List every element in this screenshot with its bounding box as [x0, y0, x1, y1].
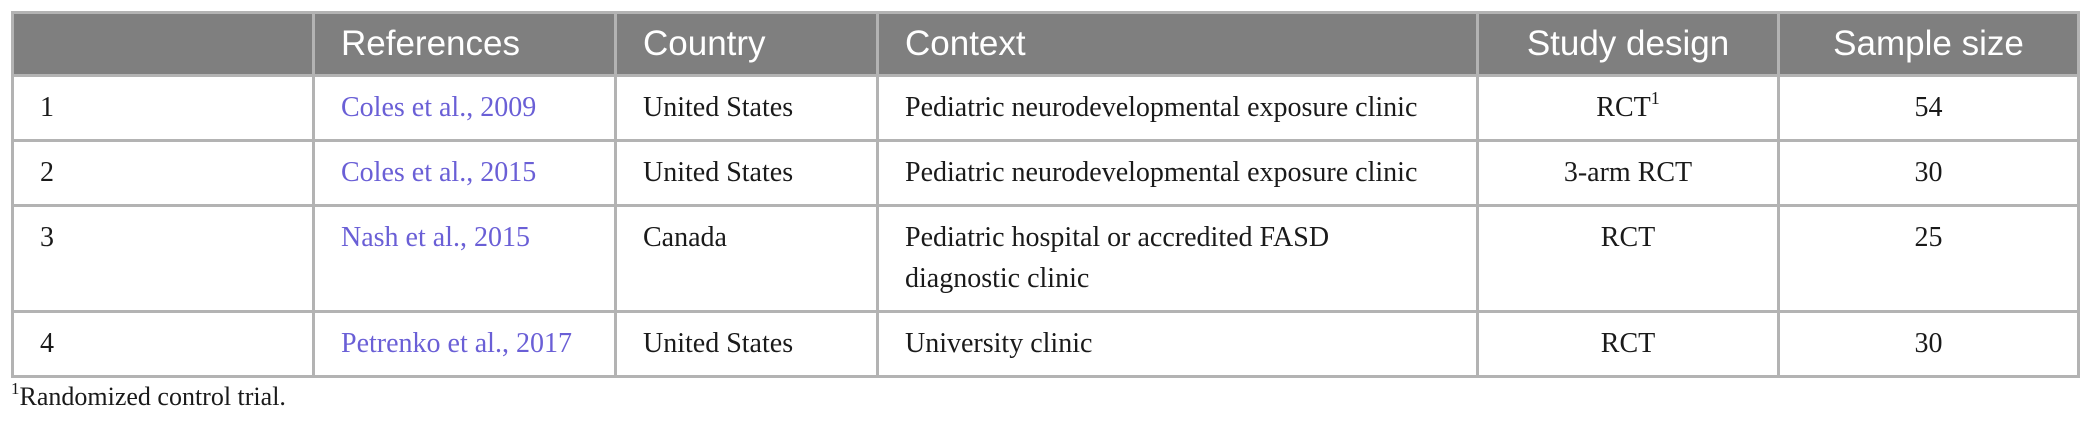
reference-link[interactable]: Petrenko et al., 2017	[341, 328, 572, 359]
table-footnote	[11, 379, 286, 412]
reference-cell	[314, 206, 616, 312]
header-references: References	[314, 13, 616, 76]
header-study-design: Study design	[1478, 13, 1779, 76]
study-design-cell: RCT	[1478, 312, 1779, 377]
reference-link[interactable]: Nash et al., 2015	[341, 222, 530, 253]
row-number: 3	[13, 206, 314, 312]
reference-cell	[314, 312, 616, 377]
reference-link[interactable]: Coles et al., 2009	[341, 92, 537, 123]
footnote-marker: 1	[11, 379, 20, 398]
country-cell: United States	[616, 312, 878, 377]
reference-cell	[314, 76, 616, 141]
table-container	[11, 11, 2077, 378]
header-sample-size: Sample size	[1779, 13, 2079, 76]
reference-cell	[314, 141, 616, 206]
table-row	[13, 206, 2079, 312]
header-country: Country	[616, 13, 878, 76]
row-number: 1	[13, 76, 314, 141]
study-design-cell	[1478, 76, 1779, 141]
sample-size-cell: 25	[1779, 206, 2079, 312]
country-cell: Canada	[616, 206, 878, 312]
context-cell: Pediatric neurodevelopmental exposure clinic	[878, 76, 1478, 141]
sample-size-cell: 54	[1779, 76, 2079, 141]
footnote-marker: 1	[1650, 88, 1660, 108]
header-context: Context	[878, 13, 1478, 76]
country-cell: United States	[616, 141, 878, 206]
country-cell: United States	[616, 76, 878, 141]
studies-table	[11, 11, 2080, 378]
study-design-text: RCT	[1596, 92, 1651, 123]
sample-size-cell: 30	[1779, 312, 2079, 377]
reference-link[interactable]: Coles et al., 2015	[341, 157, 537, 188]
row-number: 4	[13, 312, 314, 377]
table-row	[13, 312, 2079, 377]
context-cell: Pediatric neurodevelopmental exposure clinic	[878, 141, 1478, 206]
sample-size-cell: 30	[1779, 141, 2079, 206]
context-cell: University clinic	[878, 312, 1478, 377]
study-design-cell: RCT	[1478, 206, 1779, 312]
table-row	[13, 141, 2079, 206]
row-number: 2	[13, 141, 314, 206]
table-row	[13, 76, 2079, 141]
header-number	[13, 13, 314, 76]
footnote-text: Randomized control trial.	[19, 382, 286, 411]
context-cell: Pediatric hospital or accredited FASD diagnostic clinic	[878, 206, 1478, 312]
study-design-cell: 3-arm RCT	[1478, 141, 1779, 206]
table-header-row	[13, 13, 2079, 76]
